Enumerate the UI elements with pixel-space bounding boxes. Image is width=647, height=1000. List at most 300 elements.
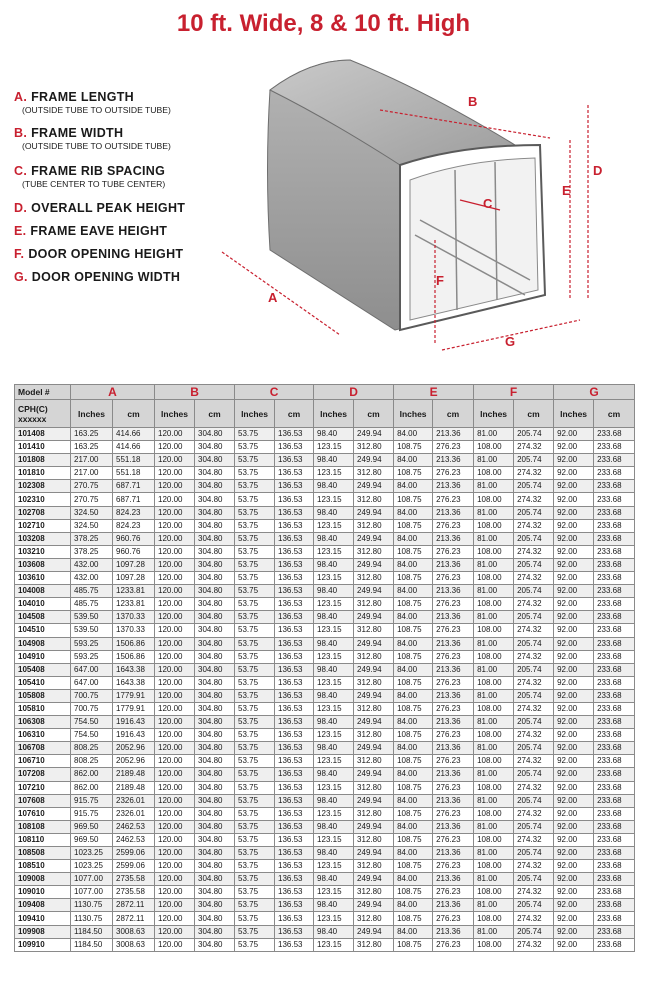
value-cell: 233.68 (594, 886, 635, 899)
legend-letter: G. (14, 270, 28, 284)
legend-letter: D. (14, 201, 28, 215)
table-row (15, 912, 635, 925)
value-cell: 687.71 (113, 493, 155, 506)
value-cell: 1779.91 (113, 702, 155, 715)
value-cell: 123.15 (314, 650, 354, 663)
value-cell: 233.68 (594, 833, 635, 846)
value-cell: 120.00 (155, 768, 195, 781)
value-cell: 92.00 (554, 493, 594, 506)
value-cell: 276.23 (433, 493, 474, 506)
value-cell: 92.00 (554, 441, 594, 454)
value-cell: 120.00 (155, 873, 195, 886)
dimensions-table (14, 384, 635, 952)
dim-f-label: F (436, 273, 444, 288)
value-cell: 3008.63 (113, 938, 155, 951)
value-cell: 120.00 (155, 925, 195, 938)
value-cell: 249.94 (354, 820, 394, 833)
value-cell: 53.75 (235, 545, 275, 558)
group-header-e: E (394, 385, 474, 400)
value-cell: 120.00 (155, 742, 195, 755)
value-cell: 1077.00 (71, 886, 113, 899)
value-cell: 304.80 (195, 716, 235, 729)
value-cell: 233.68 (594, 558, 635, 571)
page-title: 10 ft. Wide, 8 & 10 ft. High (176, 10, 471, 37)
value-cell: 108.00 (474, 650, 514, 663)
value-cell: 233.68 (594, 624, 635, 637)
value-cell: 213.36 (433, 847, 474, 860)
value-cell: 213.36 (433, 742, 474, 755)
value-cell: 98.40 (314, 637, 354, 650)
value-cell: 81.00 (474, 847, 514, 860)
model-cell: 109908 (15, 925, 71, 938)
value-cell: 274.32 (514, 781, 554, 794)
value-cell: 136.53 (275, 716, 314, 729)
value-cell: 92.00 (554, 454, 594, 467)
value-cell: 593.25 (71, 637, 113, 650)
value-cell: 136.53 (275, 519, 314, 532)
value-cell: 92.00 (554, 912, 594, 925)
value-cell: 81.00 (474, 454, 514, 467)
value-cell: 304.80 (195, 585, 235, 598)
value-cell: 414.66 (113, 441, 155, 454)
value-cell: 2052.96 (113, 755, 155, 768)
value-cell: 84.00 (394, 794, 433, 807)
value-cell: 136.53 (275, 912, 314, 925)
unit-header: cm (354, 400, 394, 428)
value-cell: 312.80 (354, 860, 394, 873)
value-cell: 53.75 (235, 755, 275, 768)
value-cell: 81.00 (474, 663, 514, 676)
dim-b-label: B (468, 94, 478, 109)
value-cell: 3008.63 (113, 925, 155, 938)
value-cell: 274.32 (514, 807, 554, 820)
model-cell: 108510 (15, 860, 71, 873)
value-cell: 304.80 (195, 611, 235, 624)
value-cell: 304.80 (195, 506, 235, 519)
value-cell: 53.75 (235, 742, 275, 755)
value-cell: 249.94 (354, 742, 394, 755)
table-row (15, 572, 635, 585)
value-cell: 53.75 (235, 650, 275, 663)
value-cell: 98.40 (314, 663, 354, 676)
value-cell: 233.68 (594, 899, 635, 912)
model-cell: 104508 (15, 611, 71, 624)
value-cell: 136.53 (275, 794, 314, 807)
value-cell: 1184.50 (71, 938, 113, 951)
value-cell: 136.53 (275, 650, 314, 663)
value-cell: 312.80 (354, 624, 394, 637)
value-cell: 276.23 (433, 650, 474, 663)
value-cell: 98.40 (314, 847, 354, 860)
table-row (15, 833, 635, 846)
model-cell: 109010 (15, 886, 71, 899)
value-cell: 304.80 (195, 480, 235, 493)
legend-label: FRAME LENGTH (31, 90, 135, 104)
value-cell: 136.53 (275, 860, 314, 873)
value-cell: 120.00 (155, 650, 195, 663)
table-row (15, 545, 635, 558)
value-cell: 2326.01 (113, 794, 155, 807)
value-cell: 485.75 (71, 598, 113, 611)
value-cell: 123.15 (314, 860, 354, 873)
value-cell: 120.00 (155, 820, 195, 833)
value-cell: 53.75 (235, 558, 275, 571)
value-cell: 2189.48 (113, 768, 155, 781)
value-cell: 233.68 (594, 585, 635, 598)
value-cell: 98.40 (314, 611, 354, 624)
value-cell: 205.74 (514, 611, 554, 624)
value-cell: 84.00 (394, 716, 433, 729)
value-cell: 233.68 (594, 493, 635, 506)
value-cell: 92.00 (554, 847, 594, 860)
value-cell: 120.00 (155, 716, 195, 729)
value-cell: 108.00 (474, 624, 514, 637)
value-cell: 304.80 (195, 467, 235, 480)
value-cell: 233.68 (594, 702, 635, 715)
value-cell: 120.00 (155, 572, 195, 585)
value-cell: 824.23 (113, 519, 155, 532)
value-cell: 136.53 (275, 663, 314, 676)
value-cell: 84.00 (394, 847, 433, 860)
model-cell: 105410 (15, 676, 71, 689)
value-cell: 1916.43 (113, 716, 155, 729)
value-cell: 92.00 (554, 702, 594, 715)
value-cell: 123.15 (314, 676, 354, 689)
value-cell: 108.00 (474, 807, 514, 820)
value-cell: 312.80 (354, 886, 394, 899)
value-cell: 120.00 (155, 676, 195, 689)
value-cell: 312.80 (354, 493, 394, 506)
value-cell: 276.23 (433, 441, 474, 454)
value-cell: 249.94 (354, 925, 394, 938)
value-cell: 274.32 (514, 860, 554, 873)
value-cell: 312.80 (354, 650, 394, 663)
value-cell: 276.23 (433, 702, 474, 715)
value-cell: 123.15 (314, 938, 354, 951)
value-cell: 120.00 (155, 663, 195, 676)
value-cell: 551.18 (113, 454, 155, 467)
value-cell: 2599.06 (113, 847, 155, 860)
value-cell: 84.00 (394, 558, 433, 571)
value-cell: 120.00 (155, 794, 195, 807)
value-cell: 276.23 (433, 676, 474, 689)
value-cell: 120.00 (155, 938, 195, 951)
table-row (15, 585, 635, 598)
value-cell: 432.00 (71, 558, 113, 571)
value-cell: 92.00 (554, 716, 594, 729)
value-cell: 108.00 (474, 938, 514, 951)
value-cell: 233.68 (594, 912, 635, 925)
group-header-g: G (554, 385, 635, 400)
table-row (15, 598, 635, 611)
table-row (15, 624, 635, 637)
value-cell: 485.75 (71, 585, 113, 598)
value-cell: 53.75 (235, 716, 275, 729)
value-cell: 205.74 (514, 558, 554, 571)
value-cell: 276.23 (433, 545, 474, 558)
value-cell: 233.68 (594, 572, 635, 585)
value-cell: 136.53 (275, 742, 314, 755)
table-body (15, 428, 635, 952)
value-cell: 92.00 (554, 480, 594, 493)
value-cell: 205.74 (514, 768, 554, 781)
value-cell: 249.94 (354, 585, 394, 598)
value-cell: 120.00 (155, 637, 195, 650)
value-cell: 136.53 (275, 820, 314, 833)
value-cell: 233.68 (594, 716, 635, 729)
value-cell: 304.80 (195, 637, 235, 650)
value-cell: 304.80 (195, 847, 235, 860)
value-cell: 92.00 (554, 899, 594, 912)
model-header: Model # (15, 385, 71, 400)
value-cell: 84.00 (394, 611, 433, 624)
value-cell: 312.80 (354, 912, 394, 925)
value-cell: 92.00 (554, 781, 594, 794)
table-row (15, 506, 635, 519)
value-cell: 312.80 (354, 702, 394, 715)
value-cell: 92.00 (554, 598, 594, 611)
value-cell: 108.00 (474, 519, 514, 532)
model-cell: 104510 (15, 624, 71, 637)
value-cell: 539.50 (71, 624, 113, 637)
unit-header: Inches (474, 400, 514, 428)
value-cell: 92.00 (554, 886, 594, 899)
value-cell: 274.32 (514, 519, 554, 532)
value-cell: 276.23 (433, 729, 474, 742)
value-cell: 81.00 (474, 742, 514, 755)
model-cell: 109008 (15, 873, 71, 886)
value-cell: 92.00 (554, 519, 594, 532)
value-cell: 53.75 (235, 768, 275, 781)
value-cell: 108.75 (394, 572, 433, 585)
value-cell: 108.75 (394, 598, 433, 611)
value-cell: 213.36 (433, 689, 474, 702)
value-cell: 312.80 (354, 807, 394, 820)
value-cell: 205.74 (514, 820, 554, 833)
value-cell: 233.68 (594, 441, 635, 454)
legend-letter: C. (14, 164, 28, 178)
value-cell: 53.75 (235, 873, 275, 886)
value-cell: 120.00 (155, 899, 195, 912)
value-cell: 53.75 (235, 833, 275, 846)
value-cell: 136.53 (275, 454, 314, 467)
table-row (15, 428, 635, 441)
value-cell: 92.00 (554, 768, 594, 781)
value-cell: 123.15 (314, 624, 354, 637)
value-cell: 304.80 (195, 689, 235, 702)
table-row (15, 611, 635, 624)
table-row (15, 807, 635, 820)
value-cell: 2326.01 (113, 807, 155, 820)
group-header-c: C (235, 385, 314, 400)
value-cell: 249.94 (354, 663, 394, 676)
group-header-d: D (314, 385, 394, 400)
table-row (15, 676, 635, 689)
value-cell: 593.25 (71, 650, 113, 663)
value-cell: 123.15 (314, 572, 354, 585)
value-cell: 81.00 (474, 558, 514, 571)
model-cell: 101810 (15, 467, 71, 480)
table-row (15, 689, 635, 702)
value-cell: 136.53 (275, 781, 314, 794)
value-cell: 123.15 (314, 545, 354, 558)
value-cell: 108.00 (474, 886, 514, 899)
value-cell: 92.00 (554, 742, 594, 755)
value-cell: 233.68 (594, 938, 635, 951)
value-cell: 276.23 (433, 598, 474, 611)
legend-label: FRAME RIB SPACING (31, 164, 166, 178)
value-cell: 108.00 (474, 860, 514, 873)
value-cell: 81.00 (474, 428, 514, 441)
value-cell: 81.00 (474, 689, 514, 702)
table-row (15, 467, 635, 480)
value-cell: 205.74 (514, 480, 554, 493)
value-cell: 213.36 (433, 428, 474, 441)
value-cell: 120.00 (155, 532, 195, 545)
value-cell: 123.15 (314, 755, 354, 768)
value-cell: 304.80 (195, 873, 235, 886)
value-cell: 53.75 (235, 493, 275, 506)
value-cell: 136.53 (275, 598, 314, 611)
value-cell: 92.00 (554, 833, 594, 846)
model-cell: 107608 (15, 794, 71, 807)
value-cell: 1077.00 (71, 873, 113, 886)
value-cell: 136.53 (275, 611, 314, 624)
model-cell: 105808 (15, 689, 71, 702)
value-cell: 53.75 (235, 598, 275, 611)
value-cell: 304.80 (195, 532, 235, 545)
value-cell: 98.40 (314, 768, 354, 781)
value-cell: 276.23 (433, 572, 474, 585)
model-cell: 103608 (15, 558, 71, 571)
value-cell: 136.53 (275, 637, 314, 650)
unit-header: cm (514, 400, 554, 428)
legend-sub: (OUTSIDE TUBE TO OUTSIDE TUBE) (22, 141, 171, 151)
model-cell: 109910 (15, 938, 71, 951)
dimensions-table-wrap (14, 384, 634, 952)
value-cell: 233.68 (594, 820, 635, 833)
value-cell: 824.23 (113, 506, 155, 519)
value-cell: 92.00 (554, 428, 594, 441)
value-cell: 123.15 (314, 781, 354, 794)
value-cell: 136.53 (275, 873, 314, 886)
value-cell: 270.75 (71, 480, 113, 493)
value-cell: 213.36 (433, 506, 474, 519)
value-cell: 304.80 (195, 519, 235, 532)
value-cell: 120.00 (155, 912, 195, 925)
value-cell: 120.00 (155, 807, 195, 820)
value-cell: 233.68 (594, 611, 635, 624)
value-cell: 81.00 (474, 480, 514, 493)
legend-letter: A. (14, 90, 28, 104)
value-cell: 2735.58 (113, 886, 155, 899)
value-cell: 213.36 (433, 480, 474, 493)
value-cell: 233.68 (594, 545, 635, 558)
value-cell: 53.75 (235, 611, 275, 624)
value-cell: 84.00 (394, 454, 433, 467)
value-cell: 432.00 (71, 572, 113, 585)
value-cell: 304.80 (195, 938, 235, 951)
table-row (15, 820, 635, 833)
model-cell: 107210 (15, 781, 71, 794)
value-cell: 53.75 (235, 506, 275, 519)
value-cell: 120.00 (155, 480, 195, 493)
value-cell: 274.32 (514, 493, 554, 506)
value-cell: 274.32 (514, 755, 554, 768)
value-cell: 2462.53 (113, 820, 155, 833)
value-cell: 136.53 (275, 506, 314, 519)
table-row (15, 480, 635, 493)
value-cell: 304.80 (195, 663, 235, 676)
value-cell: 274.32 (514, 650, 554, 663)
value-cell: 304.80 (195, 860, 235, 873)
model-cell: 107208 (15, 768, 71, 781)
value-cell: 120.00 (155, 624, 195, 637)
value-cell: 81.00 (474, 873, 514, 886)
value-cell: 249.94 (354, 428, 394, 441)
value-cell: 205.74 (514, 585, 554, 598)
table-row (15, 886, 635, 899)
value-cell: 414.66 (113, 428, 155, 441)
unit-header: cm (113, 400, 155, 428)
value-cell: 2462.53 (113, 833, 155, 846)
model-cell: 101808 (15, 454, 71, 467)
legend-label: DOOR OPENING HEIGHT (28, 247, 184, 261)
value-cell: 108.75 (394, 519, 433, 532)
value-cell: 233.68 (594, 768, 635, 781)
value-cell: 108.00 (474, 702, 514, 715)
value-cell: 2735.58 (113, 873, 155, 886)
group-header-b: B (155, 385, 235, 400)
value-cell: 274.32 (514, 441, 554, 454)
unit-header: cm (594, 400, 635, 428)
value-cell: 276.23 (433, 755, 474, 768)
dim-c-label: C (483, 196, 493, 211)
table-row (15, 441, 635, 454)
value-cell: 92.00 (554, 820, 594, 833)
value-cell: 84.00 (394, 480, 433, 493)
value-cell: 92.00 (554, 663, 594, 676)
value-cell: 84.00 (394, 663, 433, 676)
value-cell: 98.40 (314, 480, 354, 493)
value-cell: 249.94 (354, 847, 394, 860)
value-cell: 120.00 (155, 519, 195, 532)
value-cell: 1779.91 (113, 689, 155, 702)
unit-header: cm (195, 400, 235, 428)
value-cell: 304.80 (195, 454, 235, 467)
value-cell: 249.94 (354, 611, 394, 624)
value-cell: 92.00 (554, 676, 594, 689)
value-cell: 120.00 (155, 886, 195, 899)
table-row (15, 847, 635, 860)
value-cell: 539.50 (71, 611, 113, 624)
value-cell: 276.23 (433, 886, 474, 899)
value-cell: 92.00 (554, 558, 594, 571)
value-cell: 84.00 (394, 873, 433, 886)
value-cell: 312.80 (354, 545, 394, 558)
value-cell: 233.68 (594, 925, 635, 938)
value-cell: 249.94 (354, 454, 394, 467)
value-cell: 92.00 (554, 755, 594, 768)
value-cell: 969.50 (71, 833, 113, 846)
value-cell: 304.80 (195, 572, 235, 585)
unit-header: cm (433, 400, 474, 428)
value-cell: 205.74 (514, 899, 554, 912)
model-cell: 108108 (15, 820, 71, 833)
legend-letter: B. (14, 126, 28, 140)
value-cell: 92.00 (554, 807, 594, 820)
value-cell: 108.00 (474, 441, 514, 454)
